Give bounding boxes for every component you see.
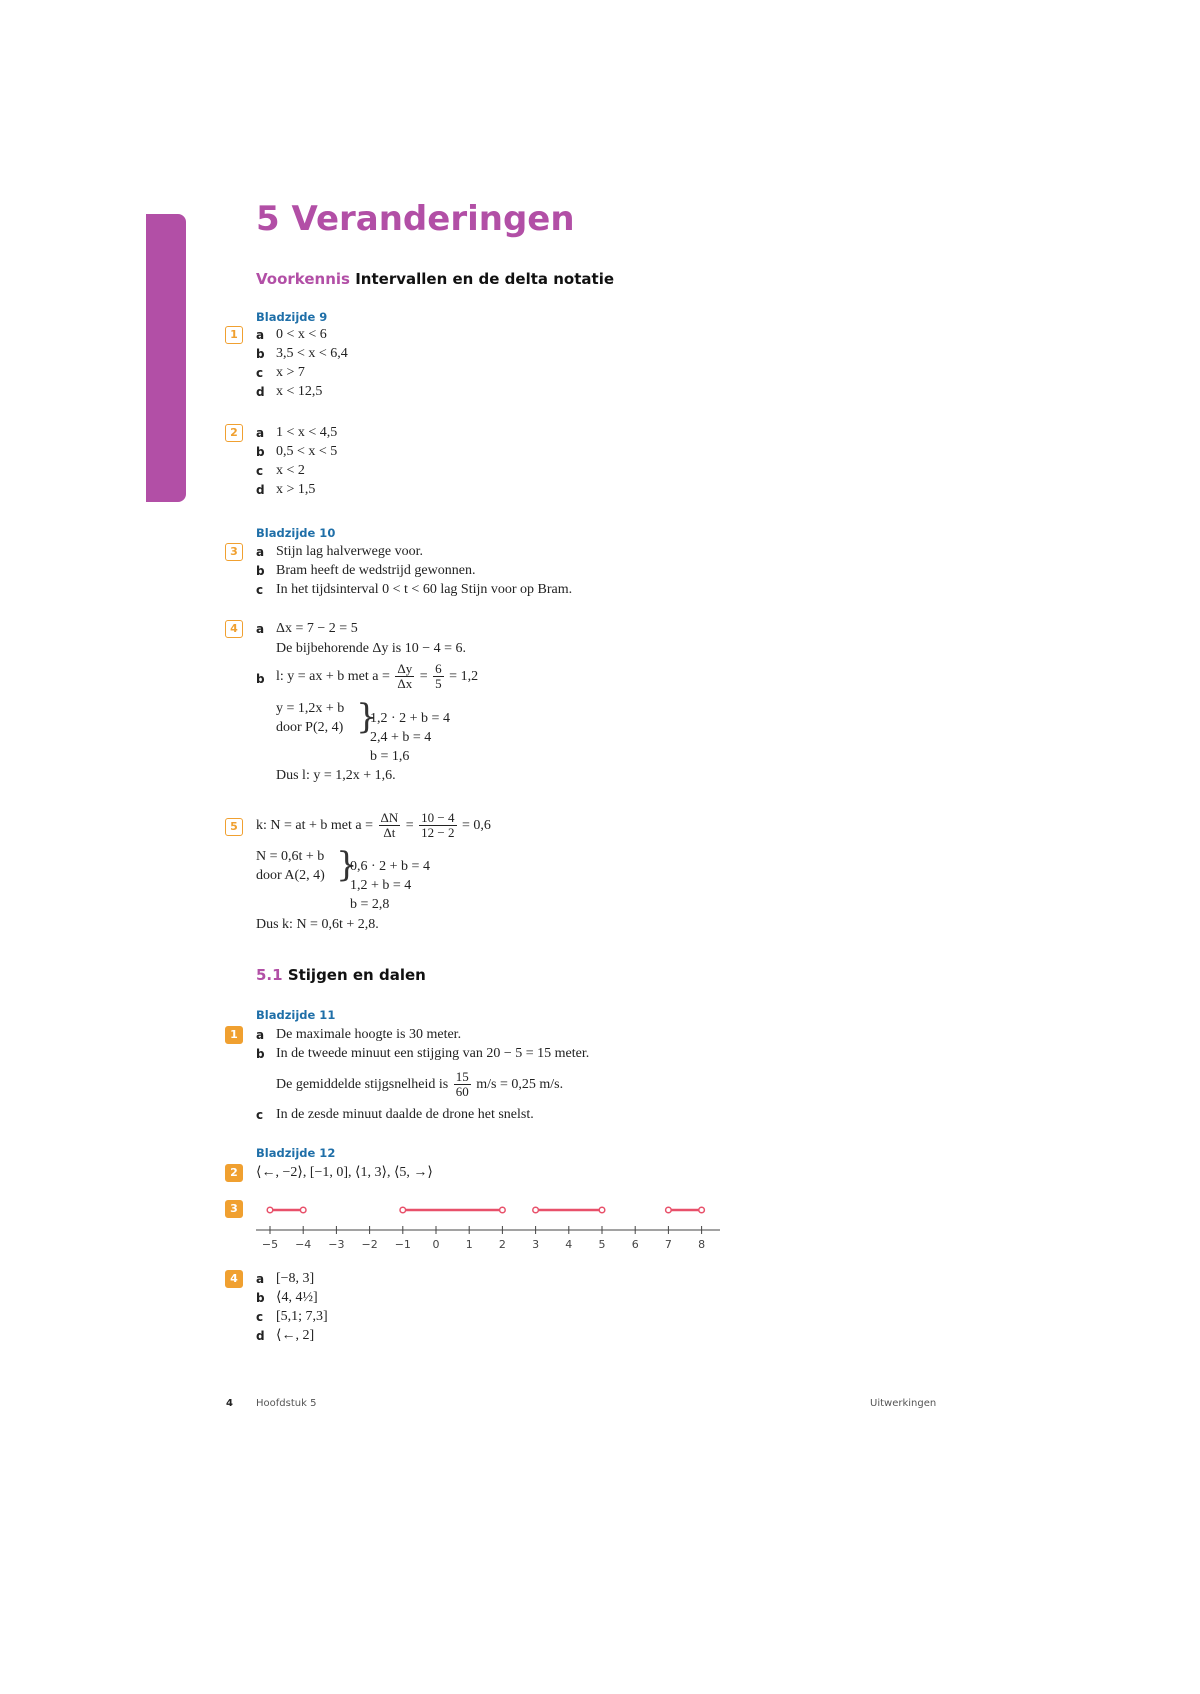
page-label: Bladzijde 9 <box>256 310 328 324</box>
number-line-tick-label: −2 <box>361 1238 378 1248</box>
answer-text: Δx = 7 − 2 = 5 <box>276 621 358 636</box>
answer-text: De bijbehorende Δy is 10 − 4 = 6. <box>276 641 467 656</box>
solution-line: b = 2,8 <box>350 897 390 912</box>
system-line: door A(2, 4) <box>256 868 325 883</box>
section-prefix: Voorkennis <box>256 270 350 288</box>
answer-text: 0 < x < 6 <box>276 327 327 342</box>
interval-endpoint <box>400 1207 406 1213</box>
answer-text: x > 1,5 <box>276 482 316 497</box>
footer-left: Hoofdstuk 5 <box>256 1398 317 1409</box>
solution-line: 1,2 + b = 4 <box>350 878 412 893</box>
page-label: Bladzijde 10 <box>256 526 336 540</box>
formula-text: = 1,2 <box>449 669 479 684</box>
number-line-tick-label: 2 <box>498 1238 506 1248</box>
item-letter: b <box>256 445 265 459</box>
exercise-number: 2 <box>225 1164 243 1182</box>
answer-text: Bram heeft de wedstrijd gewonnen. <box>276 563 476 578</box>
section-header-stijgen <box>256 966 426 984</box>
section-title: Intervallen en de delta notatie <box>355 270 615 288</box>
item-letter: d <box>256 1329 265 1343</box>
exercise-number: 4 <box>225 1270 243 1288</box>
section-prefix: 5.1 <box>256 966 283 984</box>
answer-text: 1 < x < 4,5 <box>276 425 338 440</box>
interval-endpoint <box>699 1207 705 1213</box>
number-line <box>250 1196 730 1248</box>
exercise-number: 2 <box>225 424 243 442</box>
section-header-voorkennis <box>256 270 614 288</box>
footer-right: Uitwerkingen <box>870 1398 937 1409</box>
fraction-denominator: Δt <box>383 825 396 841</box>
exercise-number: 4 <box>225 620 243 638</box>
formula-text: l: y = ax + b met a = <box>276 669 390 684</box>
item-letter: c <box>256 1108 264 1122</box>
formula-text: k: N = at + b met a = <box>256 818 373 833</box>
brace-symbol: } <box>356 697 378 737</box>
chapter-title: 5 Veranderingen <box>256 199 575 239</box>
formula-line <box>276 1062 563 1108</box>
formula-text: = 0,6 <box>462 818 491 833</box>
number-line-tick-label: 4 <box>565 1238 573 1248</box>
fraction-numerator: 6 <box>435 661 442 677</box>
number-line-tick-label: −1 <box>394 1238 411 1248</box>
system-line: door P(2, 4) <box>276 720 344 735</box>
answer-text: In het tijdsinterval 0 < t < 60 lag Stijn voor op Bram. <box>276 582 573 597</box>
item-letter: d <box>256 385 265 399</box>
conclusion-line: Dus l: y = 1,2x + 1,6. <box>276 768 396 783</box>
answer-text: In de tweede minuut een stijging van 20 − 5 = 15 meter. <box>276 1046 590 1061</box>
item-letter: a <box>256 1028 265 1042</box>
exercise-number: 3 <box>225 1200 243 1218</box>
fraction <box>419 811 456 840</box>
solution-line: 0,6 · 2 + b = 4 <box>350 859 430 874</box>
fraction <box>395 662 414 691</box>
fraction-denominator: Δx <box>397 676 413 692</box>
fraction-numerator: 15 <box>455 1069 469 1085</box>
number-line-tick-label: 6 <box>631 1238 639 1248</box>
fraction <box>454 1070 471 1099</box>
item-letter: c <box>256 1310 264 1324</box>
answer-text: De maximale hoogte is 30 meter. <box>276 1027 462 1042</box>
answer-text: x > 7 <box>276 365 305 380</box>
number-line-tick-label: −3 <box>328 1238 345 1248</box>
exercise-number: 1 <box>225 326 243 344</box>
item-letter: a <box>256 1272 265 1286</box>
formula-text: = <box>419 669 428 684</box>
interval-endpoint <box>533 1207 539 1213</box>
brace-symbol: } <box>336 845 358 885</box>
item-letter: b <box>256 1291 265 1305</box>
item-letter: b <box>256 1047 265 1061</box>
exercise-number: 1 <box>225 1026 243 1044</box>
item-letter: a <box>256 622 265 636</box>
conclusion-line: Dus k: N = 0,6t + 2,8. <box>256 917 379 932</box>
answer-text: ⟨←, −2⟩, [−1, 0], ⟨1, 3⟩, ⟨5, →⟩ <box>256 1165 433 1180</box>
system-line: y = 1,2x + b <box>276 701 345 716</box>
item-letter: d <box>256 483 265 497</box>
page-label: Bladzijde 12 <box>256 1146 336 1160</box>
fraction-denominator: 12 − 2 <box>421 825 455 841</box>
answer-text: x < 2 <box>276 463 305 478</box>
formula-text: De gemiddelde stijgsnelheid is <box>276 1077 449 1092</box>
interval-endpoint <box>666 1207 672 1213</box>
item-letter: c <box>256 464 264 478</box>
number-line-tick-label: 3 <box>532 1238 540 1248</box>
number-line-tick-label: 8 <box>698 1238 706 1248</box>
exercise-number: 5 <box>225 818 243 836</box>
item-letter: b <box>256 347 265 361</box>
answer-text: [−8, 3] <box>276 1271 315 1286</box>
item-letter: c <box>256 583 264 597</box>
fraction-numerator: Δy <box>397 661 413 677</box>
item-letter: a <box>256 545 265 559</box>
item-letter: b <box>256 564 265 578</box>
fraction-numerator: ΔN <box>380 810 399 826</box>
number-line-tick-label: 1 <box>465 1238 473 1248</box>
interval-endpoint <box>300 1207 306 1213</box>
formula-text: m/s = 0,25 m/s. <box>476 1077 564 1092</box>
interval-endpoint <box>500 1207 506 1213</box>
solution-line: b = 1,6 <box>370 749 410 764</box>
solution-line: 1,2 · 2 + b = 4 <box>370 711 450 726</box>
answer-text: 0,5 < x < 5 <box>276 444 338 459</box>
answer-text: In de zesde minuut daalde de drone het snelst. <box>276 1107 534 1122</box>
number-line-tick-label: −5 <box>261 1238 279 1248</box>
answer-text: [5,1; 7,3] <box>276 1309 328 1324</box>
exercise-number: 3 <box>225 543 243 561</box>
number-line-tick-label: 5 <box>598 1238 606 1248</box>
formula-line <box>276 654 478 700</box>
interval-endpoint <box>599 1207 605 1213</box>
page-label: Bladzijde 11 <box>256 1008 336 1022</box>
answer-text: 3,5 < x < 6,4 <box>276 346 348 361</box>
solution-line: 2,4 + b = 4 <box>370 730 432 745</box>
fraction-denominator: 5 <box>435 676 442 692</box>
item-letter: b <box>256 672 265 686</box>
answer-text: x < 12,5 <box>276 384 323 399</box>
answer-text: ⟨←, 2] <box>276 1328 315 1343</box>
fraction <box>433 662 444 691</box>
number-line-tick-label: 0 <box>432 1238 440 1248</box>
chapter-tab <box>146 214 186 502</box>
item-letter: c <box>256 366 264 380</box>
number-line-tick-label: 7 <box>664 1238 672 1248</box>
answer-text: ⟨4, 4½] <box>276 1290 318 1305</box>
item-letter: a <box>256 426 265 440</box>
fraction-denominator: 60 <box>455 1084 469 1100</box>
section-title: Stijgen en dalen <box>287 966 426 984</box>
formula-text: = <box>405 818 414 833</box>
number-line-tick-label: −4 <box>295 1238 312 1248</box>
page-number: 4 <box>226 1398 233 1409</box>
system-line: N = 0,6t + b <box>256 849 325 864</box>
answer-text: Stijn lag halverwege voor. <box>276 544 423 559</box>
interval-endpoint <box>267 1207 273 1213</box>
fraction <box>379 811 401 840</box>
fraction-numerator: 10 − 4 <box>421 810 455 826</box>
formula-line <box>256 803 491 849</box>
item-letter: a <box>256 328 265 342</box>
